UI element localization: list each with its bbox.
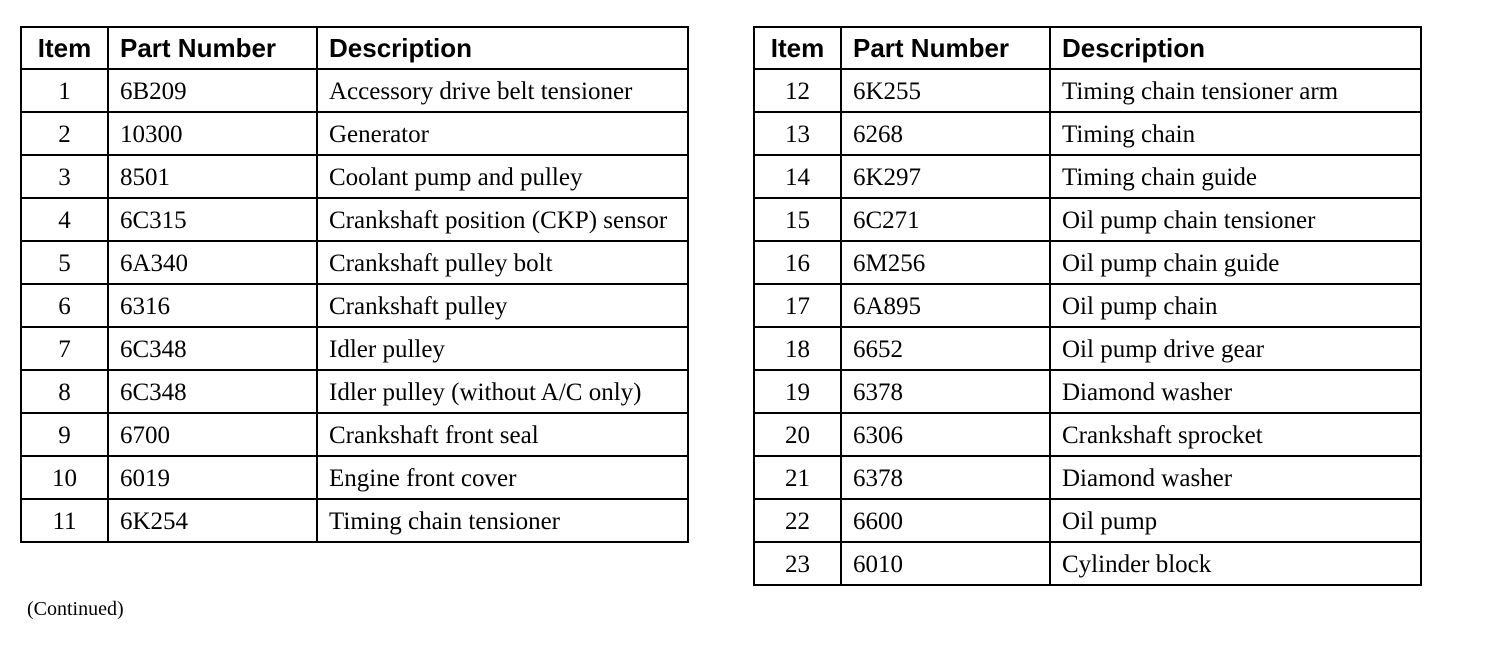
column-header-description: Description bbox=[317, 27, 688, 69]
item-number: 9 bbox=[21, 413, 108, 456]
table-row bbox=[21, 155, 688, 198]
continued-note: (Continued) bbox=[27, 598, 124, 620]
part-description: Idler pulley (without A/C only) bbox=[317, 370, 688, 413]
item-number: 10 bbox=[21, 456, 108, 499]
part-number: 6K254 bbox=[108, 499, 317, 542]
part-number: 6700 bbox=[108, 413, 317, 456]
part-description: Oil pump drive gear bbox=[1050, 327, 1421, 370]
item-number: 12 bbox=[754, 69, 841, 112]
part-description: Diamond washer bbox=[1050, 370, 1421, 413]
part-number: 6C315 bbox=[108, 198, 317, 241]
table-row bbox=[21, 69, 688, 112]
part-number: 6306 bbox=[841, 413, 1050, 456]
part-description: Timing chain bbox=[1050, 112, 1421, 155]
table-row bbox=[754, 155, 1421, 198]
part-description: Crankshaft front seal bbox=[317, 413, 688, 456]
part-description: Engine front cover bbox=[317, 456, 688, 499]
column-header-description: Description bbox=[1050, 27, 1421, 69]
item-number: 2 bbox=[21, 112, 108, 155]
part-number: 6A895 bbox=[841, 284, 1050, 327]
item-number: 13 bbox=[754, 112, 841, 155]
part-description: Timing chain guide bbox=[1050, 155, 1421, 198]
item-number: 6 bbox=[21, 284, 108, 327]
part-number: 6A340 bbox=[108, 241, 317, 284]
table-row bbox=[21, 327, 688, 370]
table-row bbox=[754, 112, 1421, 155]
part-description: Crankshaft sprocket bbox=[1050, 413, 1421, 456]
item-number: 8 bbox=[21, 370, 108, 413]
table-row bbox=[21, 370, 688, 413]
table-header-row bbox=[21, 27, 688, 69]
table-row bbox=[754, 241, 1421, 284]
part-number: 6C348 bbox=[108, 370, 317, 413]
part-number: 6316 bbox=[108, 284, 317, 327]
part-number: 6K255 bbox=[841, 69, 1050, 112]
part-number: 6378 bbox=[841, 456, 1050, 499]
part-number: 6019 bbox=[108, 456, 317, 499]
part-number: 6K297 bbox=[841, 155, 1050, 198]
table-row bbox=[754, 542, 1421, 585]
table-row bbox=[21, 284, 688, 327]
part-number: 6010 bbox=[841, 542, 1050, 585]
part-description: Timing chain tensioner arm bbox=[1050, 69, 1421, 112]
table-row bbox=[21, 198, 688, 241]
column-header-item: Item bbox=[754, 27, 841, 69]
column-header-item: Item bbox=[21, 27, 108, 69]
item-number: 11 bbox=[21, 499, 108, 542]
part-number: 6C348 bbox=[108, 327, 317, 370]
item-number: 15 bbox=[754, 198, 841, 241]
item-number: 3 bbox=[21, 155, 108, 198]
item-number: 1 bbox=[21, 69, 108, 112]
part-description: Oil pump chain bbox=[1050, 284, 1421, 327]
part-description: Timing chain tensioner bbox=[317, 499, 688, 542]
part-number: 6M256 bbox=[841, 241, 1050, 284]
part-description: Oil pump bbox=[1050, 499, 1421, 542]
part-description: Generator bbox=[317, 112, 688, 155]
part-description: Accessory drive belt tensioner bbox=[317, 69, 688, 112]
part-description: Idler pulley bbox=[317, 327, 688, 370]
part-number: 6268 bbox=[841, 112, 1050, 155]
item-number: 16 bbox=[754, 241, 841, 284]
part-description: Oil pump chain tensioner bbox=[1050, 198, 1421, 241]
table-row bbox=[21, 456, 688, 499]
item-number: 22 bbox=[754, 499, 841, 542]
part-number: 6378 bbox=[841, 370, 1050, 413]
table-row bbox=[754, 370, 1421, 413]
part-number: 10300 bbox=[108, 112, 317, 155]
item-number: 20 bbox=[754, 413, 841, 456]
part-description: Cylinder block bbox=[1050, 542, 1421, 585]
part-description: Oil pump chain guide bbox=[1050, 241, 1421, 284]
item-number: 5 bbox=[21, 241, 108, 284]
parts-table-left bbox=[20, 26, 689, 543]
item-number: 18 bbox=[754, 327, 841, 370]
table-row bbox=[754, 413, 1421, 456]
part-number: 6600 bbox=[841, 499, 1050, 542]
part-description: Crankshaft pulley bbox=[317, 284, 688, 327]
table-row bbox=[21, 413, 688, 456]
table-row bbox=[754, 69, 1421, 112]
table-row bbox=[754, 499, 1421, 542]
item-number: 14 bbox=[754, 155, 841, 198]
column-header-part-number: Part Number bbox=[841, 27, 1050, 69]
item-number: 23 bbox=[754, 542, 841, 585]
column-header-part-number: Part Number bbox=[108, 27, 317, 69]
item-number: 17 bbox=[754, 284, 841, 327]
table-row bbox=[754, 198, 1421, 241]
item-number: 21 bbox=[754, 456, 841, 499]
table-row bbox=[754, 284, 1421, 327]
table-row bbox=[21, 499, 688, 542]
part-description: Crankshaft position (CKP) sensor bbox=[317, 198, 688, 241]
table-row bbox=[21, 112, 688, 155]
table-row bbox=[754, 327, 1421, 370]
part-description: Diamond washer bbox=[1050, 456, 1421, 499]
item-number: 19 bbox=[754, 370, 841, 413]
part-number: 8501 bbox=[108, 155, 317, 198]
part-number: 6C271 bbox=[841, 198, 1050, 241]
item-number: 4 bbox=[21, 198, 108, 241]
part-description: Crankshaft pulley bolt bbox=[317, 241, 688, 284]
item-number: 7 bbox=[21, 327, 108, 370]
table-header-row bbox=[754, 27, 1421, 69]
part-description: Coolant pump and pulley bbox=[317, 155, 688, 198]
table-row bbox=[754, 456, 1421, 499]
parts-table-right bbox=[753, 26, 1422, 586]
part-number: 6B209 bbox=[108, 69, 317, 112]
part-number: 6652 bbox=[841, 327, 1050, 370]
table-row bbox=[21, 241, 688, 284]
